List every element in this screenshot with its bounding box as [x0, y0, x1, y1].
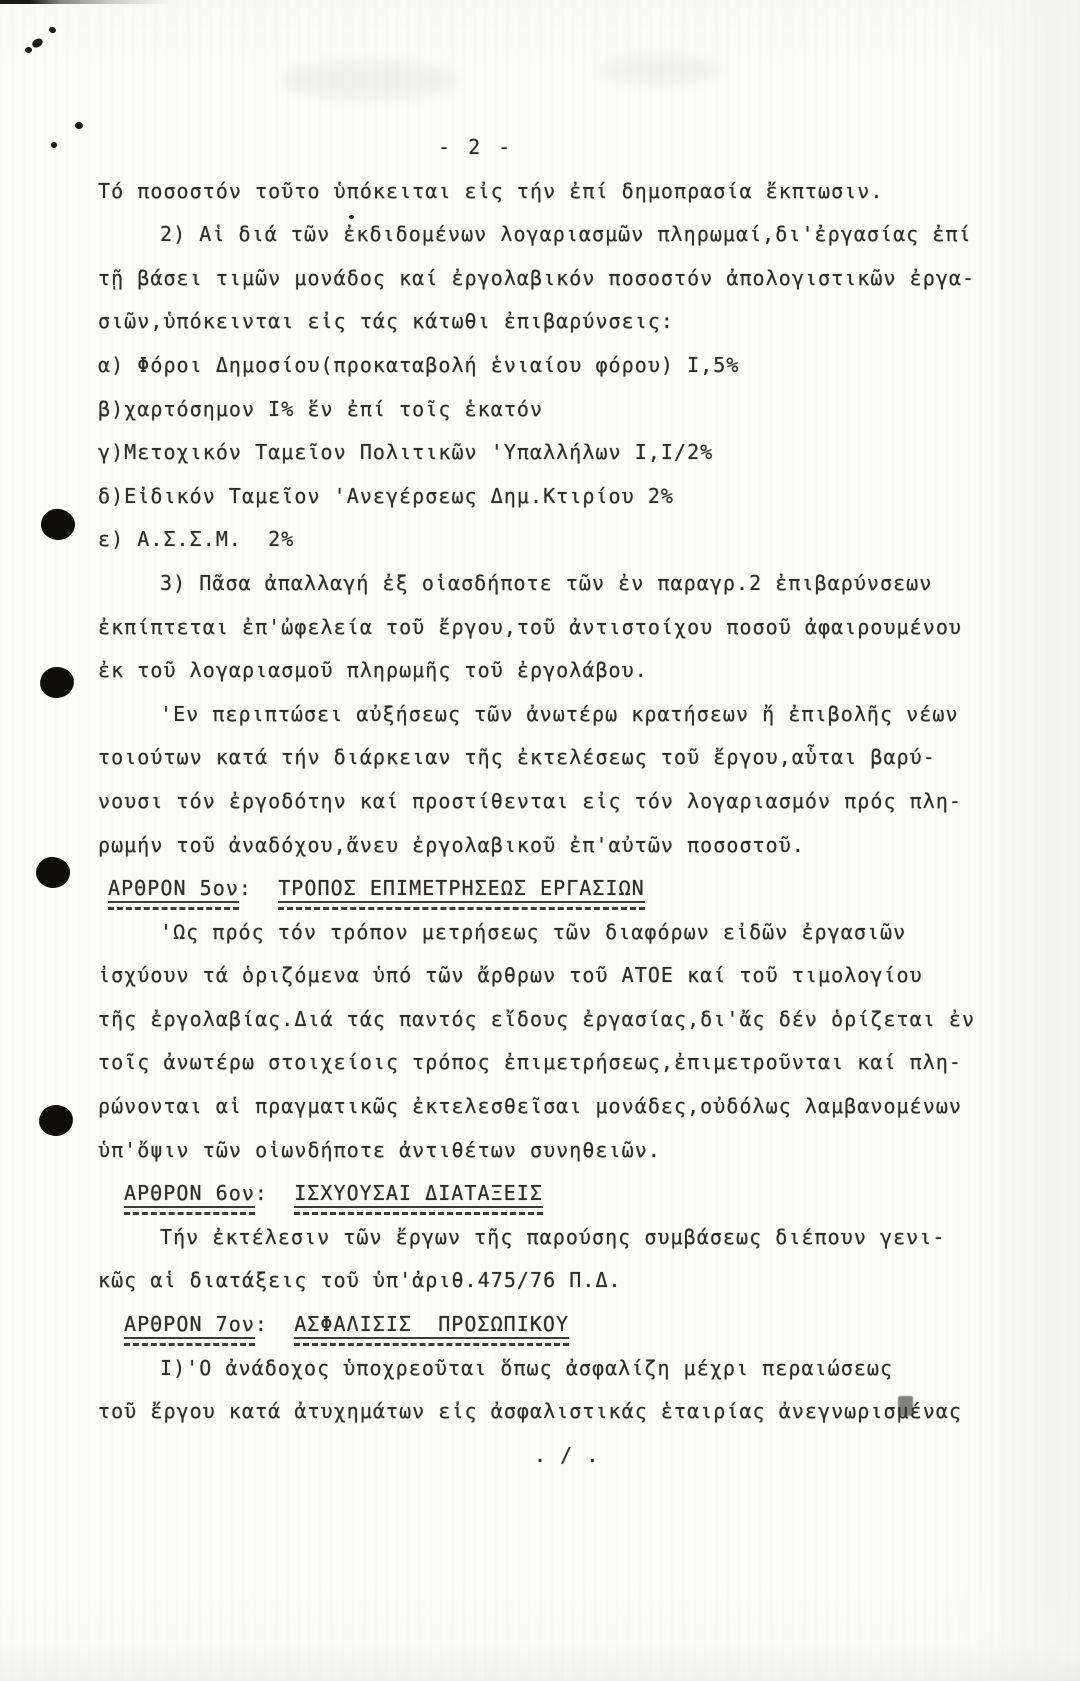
- document-text-line: Τό ποσοστόν τοῦτο ὑπόκειται εἰς τήν ἐπί δημοπρασία ἔκπτωσιν.: [98, 178, 884, 203]
- article-heading-title: ΙΣΧΥΟΥΣΑΙ ΔΙΑΤΑΞΕΙΣ: [294, 1181, 543, 1215]
- document-text-line: σιῶν,ὑπόκεινται εἰς τάς κάτωθι ἐπιβαρύνσεις:: [98, 309, 675, 334]
- article-heading-label: ΑΡΘΡΟΝ 6ον: [124, 1181, 255, 1215]
- document-text-line: γ)Μετοχικόν Ταμεῖον Πολιτικῶν 'Υπαλλήλων Ι,Ι/2%: [98, 440, 714, 465]
- ink-speck: [25, 47, 32, 53]
- document-text-line: νουσι τόν ἐργοδότην καί προστίθενται εἰς τόν λογαριασμόν πρός πλη-: [98, 788, 963, 813]
- article-heading-separator: :: [254, 1312, 295, 1337]
- article-heading: [98, 867, 1080, 911]
- ink-speck: [31, 37, 45, 50]
- document-text-line: τῆς ἐργολαβίας.Διά τάς παντός εἴδους ἐργασίας,δι'ἄς δέν ὁρίζεται ἐν: [98, 1006, 976, 1031]
- article-heading-separator: :: [254, 1181, 295, 1206]
- document-text-line: ἐκπίπτεται ἐπ'ὠφελεία τοῦ ἔργου,τοῦ ἀντιστοίχου ποσοῦ ἀφαιρουμένου: [98, 614, 963, 639]
- page-number: - 2 -: [438, 135, 514, 159]
- document-text-line: τοῖς ἀνωτέρω στοιχείοις τρόπος ἐπιμετρήσεως,ἐπιμετροῦνται καί πλη-: [98, 1050, 963, 1075]
- document-text-line: ἰσχύουν τά ὁριζόμενα ὑπό τῶν ἄρθρων τοῦ ΑΤΟΕ καί τοῦ τιμολογίου: [98, 963, 923, 988]
- document-text-line: τῇ βάσει τιμῶν μονάδος καί ἐργολαβικόν ποσοστόν ἀπολογιστικῶν ἐργα-: [98, 265, 976, 290]
- document-text-line: β)χαρτόσημον Ι% ἕν ἐπί τοῖς ἑκατόν: [98, 396, 544, 421]
- article-heading: [98, 1303, 1080, 1347]
- article-heading-label: ΑΡΘΡΟΝ 5ον: [108, 876, 239, 910]
- article-heading-label: ΑΡΘΡΟΝ 7ον: [124, 1312, 255, 1346]
- document-text-line: ρωμήν τοῦ ἀναδόχου,ἄνευ ἐργολαβικοῦ ἐπ'αὐτῶν ποσοστοῦ.: [98, 832, 805, 857]
- document-text-line: α) Φόροι Δημοσίου(προκαταβολή ἑνιαίου φόρου) Ι,5%: [98, 352, 740, 377]
- scan-smudge: [280, 60, 460, 100]
- document-text-line: Ι)'Ο ἀνάδοχος ὑποχρεοῦται ὅπως ἀσφαλίζη μέχρι περαιώσεως: [160, 1355, 894, 1380]
- document-text-line: τοιούτων κατά τήν διάρκειαν τῆς ἐκτελέσεως τοῦ ἔργου,αὗται βαρύ-: [98, 745, 936, 770]
- document-text-line: ε) Α.Σ.Σ.Μ. 2%: [98, 527, 295, 552]
- article-heading-separator: :: [238, 876, 279, 901]
- ink-speck: [48, 26, 57, 34]
- page-continuation-mark: . / .: [534, 1442, 600, 1467]
- article-heading-title: ΑΣΦΑΛΙΣΙΣ ΠΡΟΣΩΠΙΚΟΥ: [294, 1312, 569, 1346]
- document-text-line: κῶς αἱ διατάξεις τοῦ ὑπ'ἀριθ.475/76 Π.Δ.: [98, 1268, 622, 1293]
- document-text-line: 2) Αἱ διά τῶν ἐκδιδομένων λογαριασμῶν πληρωμαί,δι'ἐργασίας ἐπί: [160, 222, 972, 247]
- document-text-line: ἐκ τοῦ λογαριασμοῦ πληρωμῆς τοῦ ἐργολάβου.: [98, 658, 648, 683]
- scan-smudge: [600, 55, 720, 85]
- document-text-line: 'Ως πρός τόν τρόπον μετρήσεως τῶν διαφόρων εἰδῶν ἐργασιῶν: [160, 919, 907, 944]
- document-text-line: 'Εν περιπτώσει αὐξήσεως τῶν ἀνωτέρω κρατήσεων ἤ ἐπιβολῆς νέων: [160, 701, 959, 726]
- document-text-line: ρώνονται αἱ πραγματικῶς ἐκτελεσθεῖσαι μονάδες,οὐδόλως λαμβανομένων: [98, 1094, 963, 1119]
- article-heading-title: ΤΡΟΠΟΣ ΕΠΙΜΕΤΡΗΣΕΩΣ ΕΡΓΑΣΙΩΝ: [278, 876, 645, 910]
- document-text-line: τοῦ ἔργου κατά ἀτυχημάτων εἰς ἀσφαλιστικάς ἑταιρίας ἀνεγνωρισμένας: [98, 1399, 963, 1424]
- scan-edge-artifact: [0, 0, 170, 4]
- document-text-line: ὑπ'ὄψιν τῶν οἱωνδήποτε ἀντιθέτων συνηθειῶν.: [98, 1137, 661, 1162]
- article-heading: [98, 1172, 1080, 1216]
- document-text-line: 3) Πᾶσα ἀπαλλαγή ἐξ οἱασδήποτε τῶν ἐν παραγρ.2 ἐπιβαρύνσεων: [160, 570, 933, 595]
- document-text-line: δ)Εἰδικόν Ταμεῖον 'Ανεγέρσεως Δημ.Κτιρίου 2%: [98, 483, 675, 508]
- document-text-column: [0, 126, 1080, 1477]
- document-text-line: Τήν ἐκτέλεσιν τῶν ἔργων τῆς παρούσης συμβάσεως διέπουν γενι-: [160, 1224, 946, 1249]
